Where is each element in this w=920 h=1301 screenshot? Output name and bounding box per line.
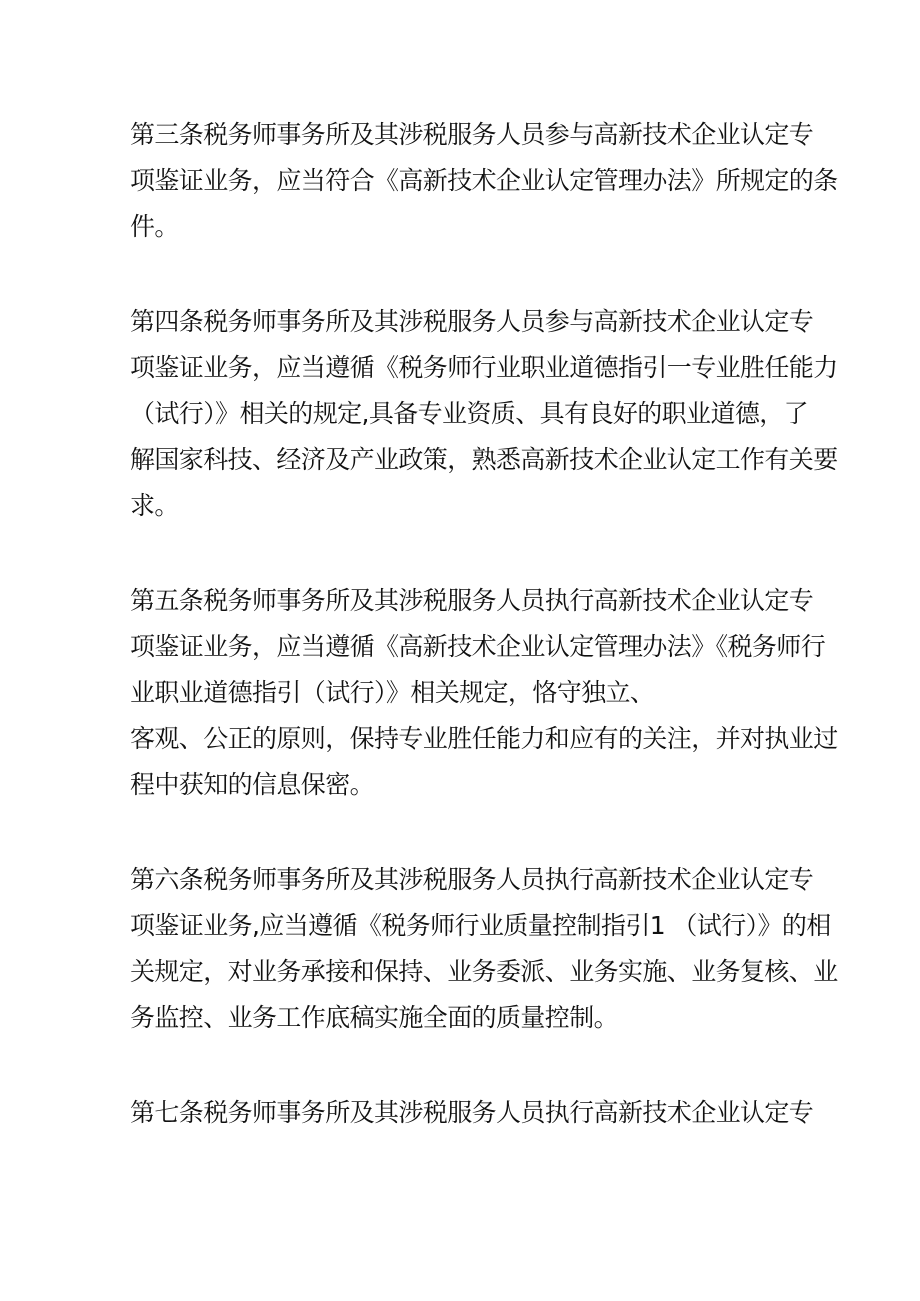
- text-line: 第七条税务师事务所及其涉税服务人员执行高新技术企业认定专: [130, 1098, 814, 1127]
- paragraph-article-7: [130, 1090, 814, 1136]
- text-line: 业职业道德指引（试行）》相关规定，恪守独立、: [130, 678, 655, 707]
- text-line: 第三条税务师事务所及其涉税服务人员参与高新技术企业认定专: [130, 120, 814, 149]
- text-line: 解国家科技、经济及产业政策，熟悉高新技术企业认定工作有关要: [130, 445, 838, 474]
- paragraph-article-3: [130, 112, 838, 250]
- paragraph-article-6: [130, 857, 838, 1041]
- text-line: 第四条税务师事务所及其涉税服务人员参与高新技术企业认定专: [130, 307, 814, 336]
- text-line: 务监控、业务工作底稿实施全面的质量控制。: [130, 1003, 619, 1032]
- text-line: 项鉴证业务，应当遵循《税务师行业职业道德指引一专业胜任能力: [130, 353, 838, 382]
- text-line: 第五条税务师事务所及其涉税服务人员执行高新技术企业认定专: [130, 586, 814, 615]
- text-line: 客观、公正的原则，保持专业胜任能力和应有的关注，并对执业过: [130, 724, 838, 753]
- text-line: 件。: [130, 212, 179, 241]
- text-line: 第六条税务师事务所及其涉税服务人员执行高新技术企业认定专: [130, 865, 814, 894]
- text-line: 求。: [130, 491, 179, 520]
- text-line: 项鉴证业务，应当遵循《高新技术企业认定管理办法》《税务师行: [130, 632, 826, 661]
- text-line: （试行）》相关的规定,具备专业资质、具有良好的职业道德，了: [130, 399, 809, 428]
- text-line: 项鉴证业务,应当遵循《税务师行业质量控制指引1 （试行）》的相: [130, 911, 831, 940]
- text-line: 关规定，对业务承接和保持、业务委派、业务实施、业务复核、业: [130, 957, 838, 986]
- paragraph-article-5: [130, 578, 838, 808]
- text-line: 项鉴证业务，应当符合《高新技术企业认定管理办法》所规定的条: [130, 166, 838, 195]
- text-line: 程中获知的信息保密。: [130, 770, 375, 799]
- document-body: [130, 112, 838, 1185]
- paragraph-article-4: [130, 299, 838, 529]
